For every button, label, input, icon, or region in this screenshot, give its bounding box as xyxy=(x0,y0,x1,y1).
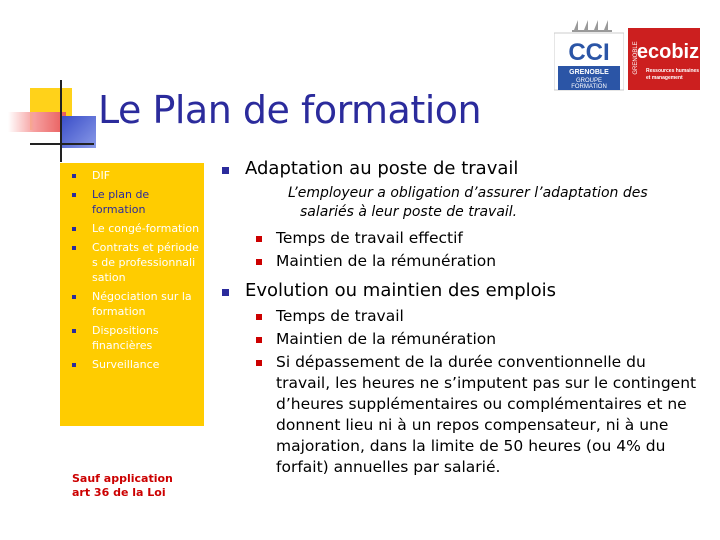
bullet-square-icon xyxy=(256,314,262,320)
ecobiz-sub1: Ressources humaines xyxy=(646,68,700,74)
bullet-square-icon xyxy=(222,167,229,174)
bullet-square-icon xyxy=(72,295,76,299)
nav-item-conge-formation[interactable] xyxy=(68,221,200,236)
nav-item-dispositions[interactable] xyxy=(68,323,200,353)
nav-item-negociation[interactable] xyxy=(68,289,200,319)
bullet-square-icon xyxy=(256,236,262,242)
nav-item-contrats[interactable] xyxy=(68,240,200,285)
nav-item-label: Surveillance xyxy=(92,358,160,371)
decor-horizontal-line xyxy=(30,143,94,145)
cci-city: GRENOBLE xyxy=(569,69,609,76)
decor-vertical-line xyxy=(60,80,62,162)
cci-sub1: GROUPE xyxy=(575,78,603,84)
ecobiz-logo xyxy=(624,16,700,92)
nav-item-label: Le plan de formation xyxy=(92,188,150,216)
bullet-square-icon xyxy=(256,337,262,343)
list-item: Maintien de la rémunération xyxy=(218,251,698,272)
list-item: Si dépassement de la durée conventionnelle du travail, les heures ne s’imputent pas sur le contingent d’heures supplémentaires ou complémentaires et ne donnent lieu ni à un repos compensateur, ni à une majoration, dans la limite de 50 heures (ou 4% du forfait) annuelles par salarié. xyxy=(218,352,698,478)
bullet-square-icon xyxy=(256,360,262,366)
cci-text: CCI xyxy=(568,39,610,66)
section-heading-adaptation: Adaptation au poste de travail xyxy=(218,158,698,180)
footnote-line2: art 36 de la Loi xyxy=(72,486,166,499)
nav-item-label: Négociation sur la formation xyxy=(92,290,192,318)
bullet-square-icon xyxy=(72,193,76,197)
nav-item-surveillance[interactable] xyxy=(68,357,200,372)
bullet-square-icon xyxy=(222,289,229,296)
nav-item-label: Contrats et périodes de professionnalisation xyxy=(92,241,199,284)
nav-item-label: DIF xyxy=(92,169,111,182)
bullet-square-icon xyxy=(72,227,76,231)
nav-item-plan-formation[interactable] xyxy=(68,187,200,217)
bullet-square-icon xyxy=(72,174,76,178)
bullet-square-icon xyxy=(72,246,76,250)
cci-logo xyxy=(554,16,624,92)
bullet-square-icon xyxy=(72,329,76,333)
section-quote: L’employeur a obligation d’assurer l’adaptation des salariés à leur poste de travail. xyxy=(288,185,648,220)
footnote xyxy=(72,472,173,500)
ecobiz-name: ecobiz xyxy=(636,41,700,63)
nav-item-label: Le congé-formation xyxy=(92,222,200,235)
section-heading-evolution: Evolution ou maintien des emplois xyxy=(218,280,698,302)
ecobiz-city: GRENOBLE xyxy=(633,41,639,75)
nav-item-label: Dispositions financières xyxy=(92,324,159,352)
cci-sub2: FORMATION xyxy=(571,84,607,90)
ecobiz-sub2: et management xyxy=(646,75,683,81)
bullet-square-icon xyxy=(256,259,262,265)
list-item: Maintien de la rémunération xyxy=(218,329,698,350)
page-title: Le Plan de formation xyxy=(98,88,482,132)
nav-list xyxy=(68,168,200,372)
footnote-line1: Sauf application xyxy=(72,472,173,485)
decor-red-bar xyxy=(8,112,66,132)
list-item: Temps de travail effectif xyxy=(218,228,698,249)
nav-item-dif[interactable] xyxy=(68,168,200,183)
main-content xyxy=(218,158,698,480)
sidebar-nav xyxy=(60,163,204,426)
bullet-square-icon xyxy=(72,363,76,367)
list-item: Temps de travail xyxy=(218,306,698,327)
cci-factory-roof-icon xyxy=(572,20,612,32)
